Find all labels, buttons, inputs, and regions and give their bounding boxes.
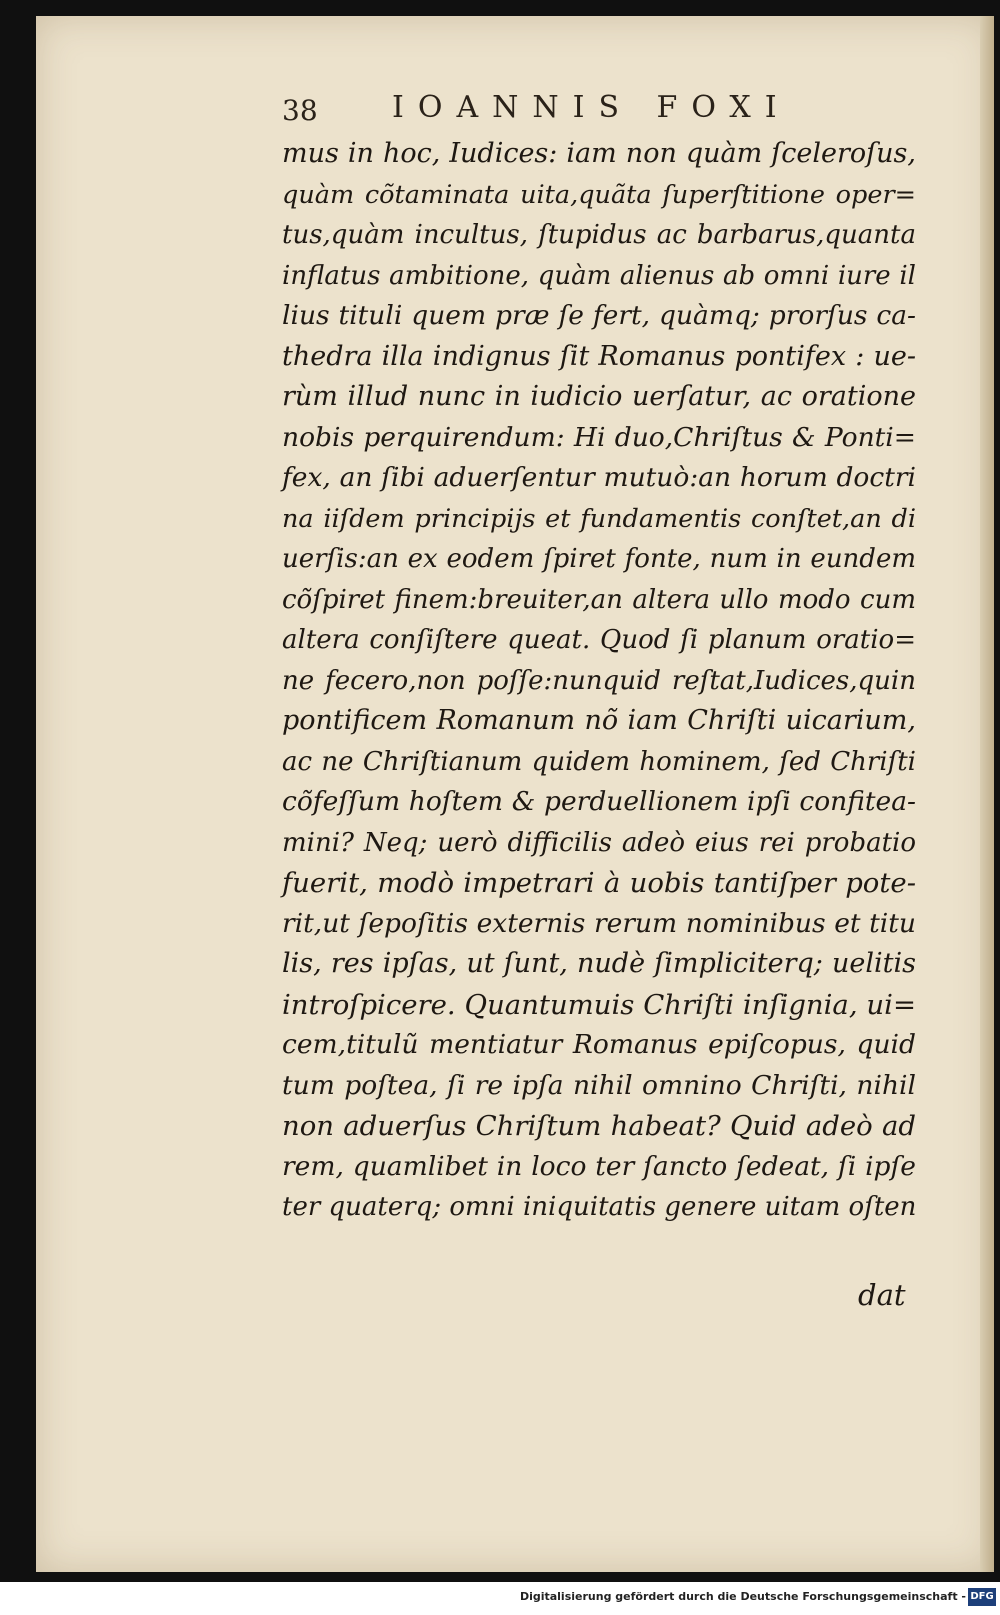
page-edge (980, 16, 994, 1572)
text-line: non aduerſus Chriſtum habeat? Quid adeò ad (282, 1110, 916, 1142)
text-line: cem,titulũ mentiatur Romanus epiſcopus, quid (282, 1029, 916, 1060)
text-line: ac ne Chriſtianum quidem hominem, ſed Chriſti (282, 746, 916, 777)
page-number: 38 (282, 94, 318, 127)
text-line: rem, quamlibet in loco ter ſancto ſedeat, ſi ipſe (282, 1150, 916, 1182)
text-line: nobis perquirendum: Hi duo,Chriſtus & Ponti= (282, 421, 916, 453)
text-line: fex, an ſibi aduerſentur mutuò:an horum doctri (282, 462, 916, 493)
text-line: mus in hoc, Iudices: iam non quàm ſceleroſus, (282, 138, 916, 169)
text-line: tum poſtea, ſi re ipſa nihil omnino Chriſti, nihil (282, 1069, 916, 1101)
text-line: na iiſdem principijs et fundamentis conſtet,an di (282, 503, 916, 534)
text-line: rit,ut ſepoſitis externis rerum nominibus et titu (282, 907, 916, 939)
funding-credit: Digitalisierung gefördert durch die Deutsche Forschungsgemeinschaft - (519, 1590, 966, 1603)
footer-bar (0, 1582, 1000, 1615)
catchword: dat (858, 1278, 906, 1312)
text-line: quàm cõtaminata uita,quãta ſuperſtitione oper= (282, 179, 916, 210)
text-line: mini? Neq; uerò difficilis adeò eius rei probatio (282, 827, 916, 858)
text-line: inflatus ambitione, quàm alienus ab omni iure il (282, 260, 916, 291)
dfg-logo[interactable]: DFG (968, 1588, 996, 1606)
text-line: thedra illa indignus ſit Romanus pontifex : ue- (282, 340, 916, 372)
running-head: IOANNIS FOXI (392, 90, 791, 125)
text-line: ne fecero,non poſſe:nunquid reſtat,Iudices,quin (282, 665, 916, 696)
text-line: cõfeſſum hoſtem & perduellionem ipſi confitea- (282, 786, 916, 817)
text-line: fuerit, modò impetrari à uobis tantiſper pote- (282, 867, 916, 899)
text-line: lis, res ipſas, ut ſunt, nudè ſimpliciterq; uelitis (282, 948, 916, 979)
text-line: cõſpiret finem:breuiter,an altera ullo modo cum (282, 584, 916, 615)
text-line: introſpicere. Quantumuis Chriſti inſignia, ui= (282, 988, 916, 1021)
text-line: ter quaterq; omni iniquitatis genere uitam oſten (282, 1192, 917, 1222)
page-header (282, 90, 922, 136)
text-line: altera conſiſtere queat. Quod ſi planum oratio= (282, 625, 916, 655)
text-line: pontificem Romanum nõ iam Chriſti uicarium, (282, 705, 916, 736)
text-line: uerſis:an ex eodem ſpiret fonte, num in eundem (282, 544, 916, 574)
text-line: rùm illud nunc in iudicio uerſatur, ac oratione (282, 381, 916, 412)
text-line: lius tituli quem præ ſe fert, quàmq; prorſus ca- (282, 300, 916, 331)
text-line: tus,quàm incultus, ſtupidus ac barbarus,quanta (282, 220, 916, 250)
body-text (282, 134, 916, 1228)
